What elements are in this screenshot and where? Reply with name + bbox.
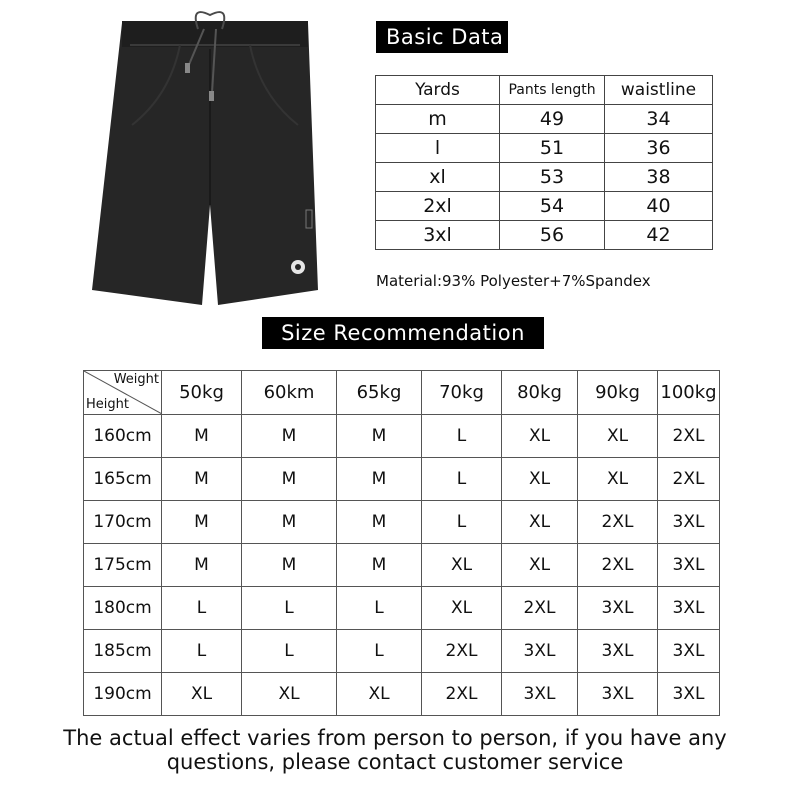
size-cell: 3XL — [502, 630, 578, 673]
column-header-pants-length: Pants length — [500, 76, 605, 105]
table-row — [376, 221, 713, 250]
waistline-cell: 42 — [605, 221, 713, 250]
table-row — [376, 163, 713, 192]
table-row — [376, 192, 713, 221]
corner-weight-label: Weight — [113, 372, 159, 387]
waistline-cell: 36 — [605, 134, 713, 163]
pants-length-cell: 56 — [500, 221, 605, 250]
size-cell: XL — [502, 544, 578, 587]
pants-length-cell: 51 — [500, 134, 605, 163]
size-cell: M — [337, 415, 422, 458]
footnote-line-2: questions, please contact customer service — [166, 750, 624, 774]
weight-header: 65kg — [337, 371, 422, 415]
table-header-row — [376, 76, 713, 105]
size-cell: 3XL — [502, 673, 578, 716]
basic-data-title: Basic Data — [376, 21, 508, 53]
waistline-cell: 34 — [605, 105, 713, 134]
size-cell: M — [162, 501, 242, 544]
size-cell: M — [242, 544, 337, 587]
size-cell: l — [376, 134, 500, 163]
size-cell: M — [162, 458, 242, 501]
height-label: 180cm — [84, 587, 162, 630]
height-label: 160cm — [84, 415, 162, 458]
size-cell: 3XL — [658, 587, 720, 630]
footnote-line-1: The actual effect varies from person to person, if you have any — [63, 726, 727, 750]
waistline-cell: 38 — [605, 163, 713, 192]
size-cell: 2XL — [422, 673, 502, 716]
height-label: 190cm — [84, 673, 162, 716]
height-label: 175cm — [84, 544, 162, 587]
size-cell: XL — [337, 673, 422, 716]
size-cell: L — [337, 630, 422, 673]
size-cell: XL — [578, 458, 658, 501]
size-cell: M — [162, 544, 242, 587]
table-header-row — [84, 371, 720, 415]
size-cell: L — [162, 630, 242, 673]
size-cell: XL — [502, 501, 578, 544]
table-row — [84, 415, 720, 458]
size-recommendation-table — [83, 370, 720, 716]
size-cell: 2XL — [578, 501, 658, 544]
table-row — [84, 458, 720, 501]
size-cell: L — [337, 587, 422, 630]
basic-data-table — [375, 75, 713, 250]
size-cell: 3xl — [376, 221, 500, 250]
size-cell: xl — [376, 163, 500, 192]
size-cell: 3XL — [658, 673, 720, 716]
waistline-cell: 40 — [605, 192, 713, 221]
weight-header: 60km — [242, 371, 337, 415]
weight-header: 100kg — [658, 371, 720, 415]
size-cell: XL — [242, 673, 337, 716]
size-cell: L — [422, 501, 502, 544]
table-row — [84, 501, 720, 544]
pants-length-cell: 54 — [500, 192, 605, 221]
size-cell: 2XL — [658, 458, 720, 501]
weight-header: 70kg — [422, 371, 502, 415]
size-cell: L — [242, 630, 337, 673]
height-label: 165cm — [84, 458, 162, 501]
table-row — [84, 673, 720, 716]
size-cell: L — [162, 587, 242, 630]
height-label: 185cm — [84, 630, 162, 673]
size-cell: XL — [502, 458, 578, 501]
size-cell: M — [337, 458, 422, 501]
size-cell: 2xl — [376, 192, 500, 221]
size-cell: 3XL — [658, 501, 720, 544]
size-cell: 2XL — [502, 587, 578, 630]
weight-header: 90kg — [578, 371, 658, 415]
table-row — [376, 134, 713, 163]
column-header-yards: Yards — [376, 76, 500, 105]
size-cell: XL — [422, 587, 502, 630]
size-cell: L — [422, 458, 502, 501]
weight-header: 50kg — [162, 371, 242, 415]
column-header-waistline: waistline — [605, 76, 713, 105]
table-row — [84, 630, 720, 673]
pants-length-cell: 49 — [500, 105, 605, 134]
size-cell: M — [242, 501, 337, 544]
size-cell: 2XL — [658, 415, 720, 458]
size-cell: 3XL — [578, 630, 658, 673]
table-row — [376, 105, 713, 134]
size-cell: M — [162, 415, 242, 458]
size-cell: XL — [502, 415, 578, 458]
table-row — [84, 544, 720, 587]
size-cell: XL — [578, 415, 658, 458]
size-cell: 3XL — [658, 544, 720, 587]
size-cell: L — [242, 587, 337, 630]
shorts-product-image — [70, 5, 350, 305]
size-cell: XL — [422, 544, 502, 587]
pants-length-cell: 53 — [500, 163, 605, 192]
height-label: 170cm — [84, 501, 162, 544]
weight-height-corner-cell — [84, 371, 162, 415]
size-cell: 3XL — [658, 630, 720, 673]
size-cell: M — [337, 544, 422, 587]
size-cell: M — [242, 458, 337, 501]
size-cell: 3XL — [578, 587, 658, 630]
footnote — [20, 726, 770, 774]
size-cell: 2XL — [578, 544, 658, 587]
size-cell: XL — [162, 673, 242, 716]
size-recommendation-title: Size Recommendation — [262, 317, 544, 349]
corner-height-label: Height — [86, 397, 129, 412]
size-cell: 2XL — [422, 630, 502, 673]
size-cell: 3XL — [578, 673, 658, 716]
table-row — [84, 587, 720, 630]
weight-header: 80kg — [502, 371, 578, 415]
size-cell: L — [422, 415, 502, 458]
size-cell: m — [376, 105, 500, 134]
material-text: Material:93% Polyester+7%Spandex — [376, 272, 651, 290]
size-cell: M — [337, 501, 422, 544]
size-cell: M — [242, 415, 337, 458]
